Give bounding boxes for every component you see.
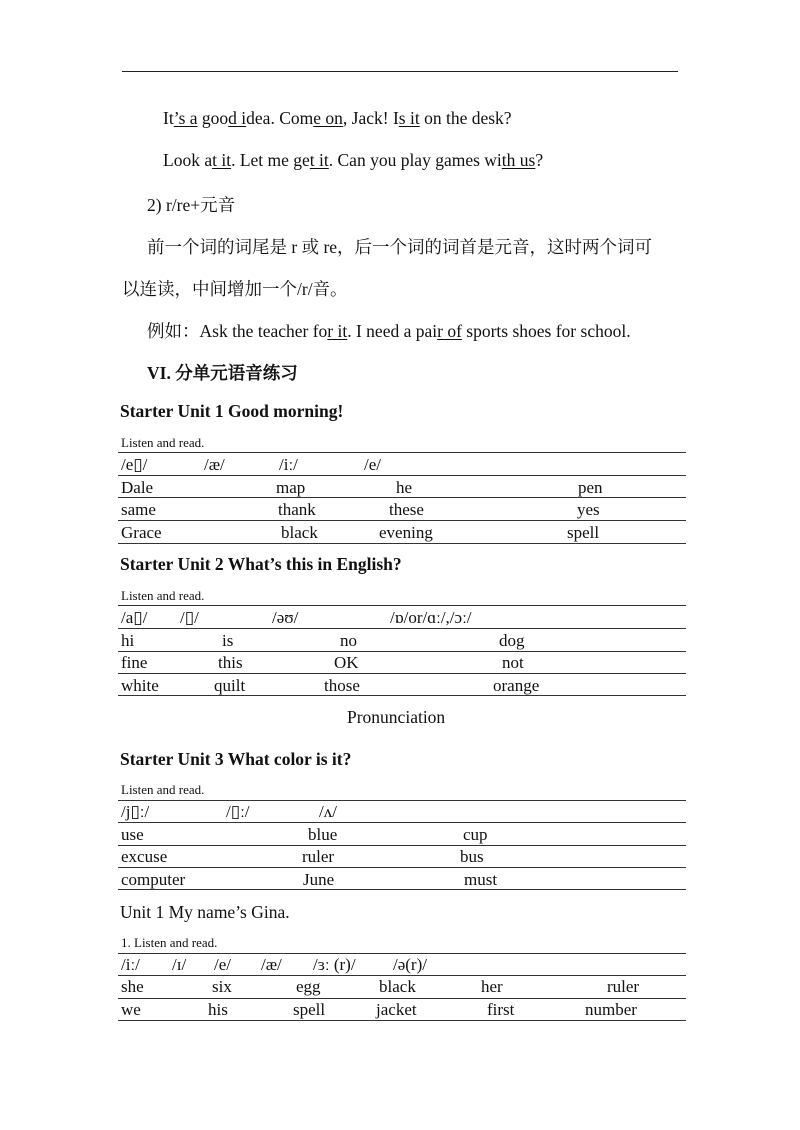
table-line xyxy=(118,822,686,823)
table-cell: blue xyxy=(308,825,338,844)
table-cell: excuse xyxy=(121,847,168,866)
table-cell: is xyxy=(222,631,234,650)
table-cell: spell xyxy=(293,1000,326,1019)
table-cell: his xyxy=(208,1000,228,1019)
table-line xyxy=(118,452,686,453)
table-cell: quilt xyxy=(214,676,246,695)
table-line xyxy=(118,1020,686,1021)
text-run: ? xyxy=(535,150,544,170)
linked-sound: r of xyxy=(437,321,462,341)
table-caption: Listen and read. xyxy=(121,588,205,603)
phonetic-header: /e▯/ xyxy=(121,455,148,474)
example-line-1 xyxy=(163,108,512,129)
text-run: goo xyxy=(197,108,229,128)
table-line xyxy=(118,867,686,868)
unit-title: Starter Unit 2 What’s this in English? xyxy=(120,554,402,574)
table-cell: her xyxy=(481,977,503,996)
linked-sound: e on xyxy=(313,108,343,128)
text-run: . Can you play games wi xyxy=(328,150,502,170)
text-run: Look a xyxy=(163,150,213,170)
table-cell: must xyxy=(464,870,498,889)
table-line xyxy=(118,998,686,999)
table-cell: no xyxy=(340,631,357,650)
table-cell: fine xyxy=(121,653,148,672)
table-caption: 1. Listen and read. xyxy=(121,935,218,950)
table-cell: use xyxy=(121,825,144,844)
phonetic-header: /əʊ/ xyxy=(272,608,299,627)
table-line xyxy=(118,953,686,954)
table-line xyxy=(118,695,686,696)
table-cell: same xyxy=(121,500,156,519)
table-line xyxy=(118,628,686,629)
table-cell: ruler xyxy=(607,977,640,996)
table-line xyxy=(118,975,686,976)
text-run: , Jack! I xyxy=(342,108,399,128)
rule-2-desc-line-1: 前一个词的词尾是 r 或 re，后一个词的词首是元音，这时两个词可 xyxy=(147,237,653,257)
linked-sound: t it xyxy=(212,150,232,170)
table-cell: computer xyxy=(121,870,186,889)
table-caption: Listen and read. xyxy=(121,435,205,450)
text-run: sports shoes for school. xyxy=(461,321,631,341)
table-line xyxy=(118,520,686,521)
table-cell: ruler xyxy=(302,847,335,866)
table-line xyxy=(118,651,686,652)
table-caption: Listen and read. xyxy=(121,782,205,797)
unit-title: Unit 1 My name’s Gina. xyxy=(120,902,290,922)
table-line xyxy=(118,800,686,801)
table-line xyxy=(118,543,686,544)
table-cell: thank xyxy=(278,500,316,519)
text-run: dea. Com xyxy=(246,108,314,128)
table-cell: June xyxy=(303,870,335,889)
pronunciation-label: Pronunciation xyxy=(347,707,446,727)
table-cell: those xyxy=(324,676,360,695)
table-cell: orange xyxy=(493,676,540,695)
table-cell: pen xyxy=(578,478,603,497)
phonetic-header: /j▯ː/ xyxy=(121,802,150,821)
table-cell: six xyxy=(212,977,232,996)
table-cell: we xyxy=(121,1000,141,1019)
linked-sound: th us xyxy=(501,150,536,170)
text-run: 例如：Ask the teacher fo xyxy=(147,321,328,341)
table-cell: yes xyxy=(577,500,600,519)
phonetic-header: /e/ xyxy=(214,955,231,974)
table-cell: he xyxy=(396,478,413,497)
table-line xyxy=(118,605,686,606)
table-cell: OK xyxy=(334,653,359,672)
phonetic-header: /▯/ xyxy=(180,608,199,627)
table-cell: jacket xyxy=(376,1000,417,1019)
table-cell: Grace xyxy=(121,523,162,542)
phonetic-header: /iː/ xyxy=(279,455,298,474)
table-cell: this xyxy=(218,653,243,672)
table-cell: map xyxy=(276,478,306,497)
text-run: It xyxy=(163,108,174,128)
table-cell: black xyxy=(281,523,318,542)
linked-sound: d i xyxy=(228,108,247,128)
unit-title: Starter Unit 3 What color is it? xyxy=(120,749,352,769)
table-cell: white xyxy=(121,676,159,695)
example-line-2 xyxy=(163,150,543,171)
table-cell: egg xyxy=(296,977,321,996)
table-line xyxy=(118,889,686,890)
table-cell: number xyxy=(585,1000,637,1019)
phonetic-header: /ɒ/or/ɑː/,/ɔː/ xyxy=(390,608,472,627)
table-cell: spell xyxy=(567,523,600,542)
phonetic-header: /iː/ xyxy=(121,955,140,974)
linked-sound: r it xyxy=(327,321,348,341)
phonetic-header: /ɪ/ xyxy=(172,955,187,974)
linked-sound: s it xyxy=(398,108,420,128)
unit-title: Starter Unit 1 Good morning! xyxy=(120,401,344,421)
table-cell: black xyxy=(379,977,416,996)
table-cell: Dale xyxy=(121,478,154,497)
table-cell: dog xyxy=(499,631,525,650)
table-line xyxy=(118,475,686,476)
example-line-3 xyxy=(147,318,631,343)
table-cell: she xyxy=(121,977,144,996)
phonetic-header: /e/ xyxy=(364,455,381,474)
rule-2-title: 2) r/re+元音 xyxy=(147,195,236,215)
phonetic-header: /a▯/ xyxy=(121,608,148,627)
linked-sound: ’s a xyxy=(173,108,198,128)
phonetic-header: /ɜː (r)/ xyxy=(313,955,356,974)
section-title: VI. 分单元语音练习 xyxy=(147,363,298,383)
phonetic-header: /ə(r)/ xyxy=(393,955,427,974)
table-cell: evening xyxy=(379,523,433,542)
phonetic-header: /▯ː/ xyxy=(226,802,250,821)
phonetic-header: /æ/ xyxy=(261,955,282,974)
header-rule xyxy=(122,71,678,72)
rule-2-desc-line-2: 以连读，中间增加一个/r/音。 xyxy=(122,279,348,299)
linked-sound: t it xyxy=(309,150,329,170)
table-line xyxy=(118,845,686,846)
table-cell: these xyxy=(389,500,424,519)
table-cell: not xyxy=(502,653,524,672)
table-cell: cup xyxy=(463,825,488,844)
table-line xyxy=(118,497,686,498)
phonetic-header: /æ/ xyxy=(204,455,225,474)
table-cell: hi xyxy=(121,631,135,650)
text-run: . Let me ge xyxy=(231,150,310,170)
text-run: . I need a pai xyxy=(347,321,438,341)
text-run: on the desk? xyxy=(419,108,512,128)
table-line xyxy=(118,673,686,674)
phonetic-header: /ʌ/ xyxy=(319,802,337,821)
table-cell: bus xyxy=(460,847,484,866)
table-cell: first xyxy=(487,1000,515,1019)
